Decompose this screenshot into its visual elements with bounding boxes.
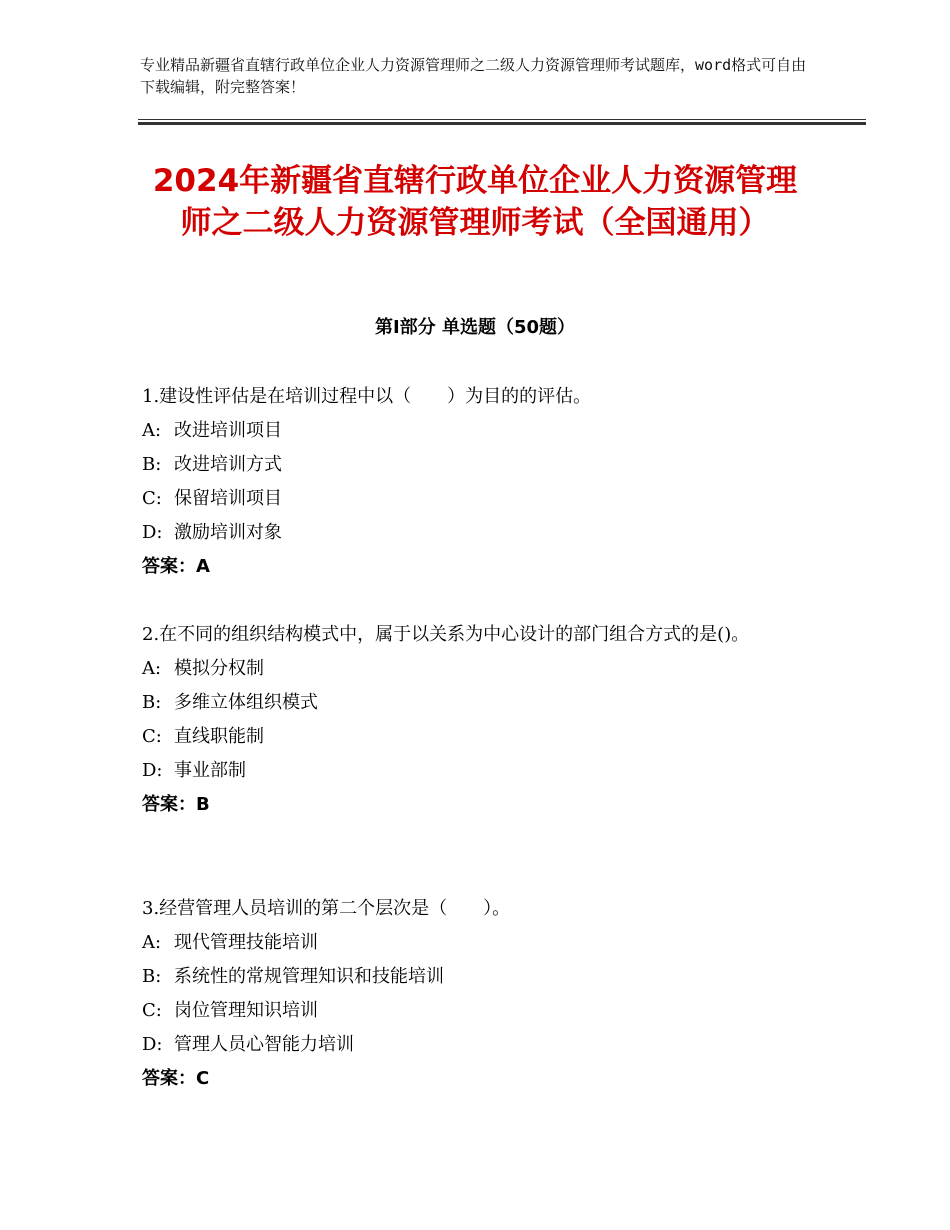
document-title: 2024年新疆省直辖行政单位企业人力资源管理师之二级人力资源管理师考试（全国通用） [152, 163, 798, 241]
option-text: 系统性的常规管理知识和技能培训 [174, 966, 444, 987]
option-letter: B: [142, 966, 162, 987]
option-b [142, 960, 802, 994]
option-letter: D: [142, 522, 163, 543]
option-letter: C: [142, 488, 162, 509]
option-d [142, 516, 802, 550]
option-d [142, 1028, 802, 1062]
option-letter: D: [142, 760, 163, 781]
option-letter: B: [142, 454, 162, 475]
header-divider [138, 119, 866, 125]
option-text: 岗位管理知识培训 [174, 1000, 318, 1021]
header-note: 专业精品新疆省直辖行政单位企业人力资源管理师之二级人力资源管理师考试题库，word格式可自由下载编辑，附完整答案！ [140, 56, 807, 96]
option-letter: C: [142, 726, 162, 747]
question-stem: 2.在不同的组织结构模式中，属于以关系为中心设计的部门组合方式的是()。 [142, 624, 750, 645]
answer-label: 答案：C [142, 1068, 210, 1089]
option-c [142, 994, 802, 1028]
section-title: 第Ⅰ部分 单选题（50题） [374, 317, 575, 338]
option-c [142, 720, 802, 754]
option-text: 模拟分权制 [174, 658, 264, 679]
divider-thin-line [138, 119, 866, 120]
option-a [142, 414, 802, 448]
option-text: 直线职能制 [174, 726, 264, 747]
option-letter: C: [142, 1000, 162, 1021]
option-text: 现代管理技能培训 [174, 932, 318, 953]
option-text: 多维立体组织模式 [174, 692, 318, 713]
option-a [142, 926, 802, 960]
answer-label: 答案：A [142, 556, 210, 577]
option-letter: A: [142, 932, 162, 953]
option-text: 保留培训项目 [174, 488, 282, 509]
option-c [142, 482, 802, 516]
option-b [142, 448, 802, 482]
option-text: 改进培训方式 [174, 454, 282, 475]
option-text: 改进培训项目 [174, 420, 282, 441]
option-text: 事业部制 [174, 760, 246, 781]
option-text: 管理人员心智能力培训 [174, 1034, 354, 1055]
divider-thick-line [138, 122, 866, 125]
option-text: 激励培训对象 [174, 522, 282, 543]
question-1 [142, 380, 802, 584]
question-3 [142, 892, 802, 1096]
option-letter: B: [142, 692, 162, 713]
question-stem: 3.经营管理人员培训的第二个层次是（ ）。 [142, 898, 511, 919]
option-b [142, 686, 802, 720]
option-a [142, 652, 802, 686]
option-d [142, 754, 802, 788]
answer-label: 答案：B [142, 794, 210, 815]
question-2 [142, 618, 802, 822]
question-stem: 1.建设性评估是在培训过程中以（ ）为目的的评估。 [142, 386, 592, 407]
option-letter: A: [142, 658, 162, 679]
option-letter: A: [142, 420, 162, 441]
option-letter: D: [142, 1034, 163, 1055]
